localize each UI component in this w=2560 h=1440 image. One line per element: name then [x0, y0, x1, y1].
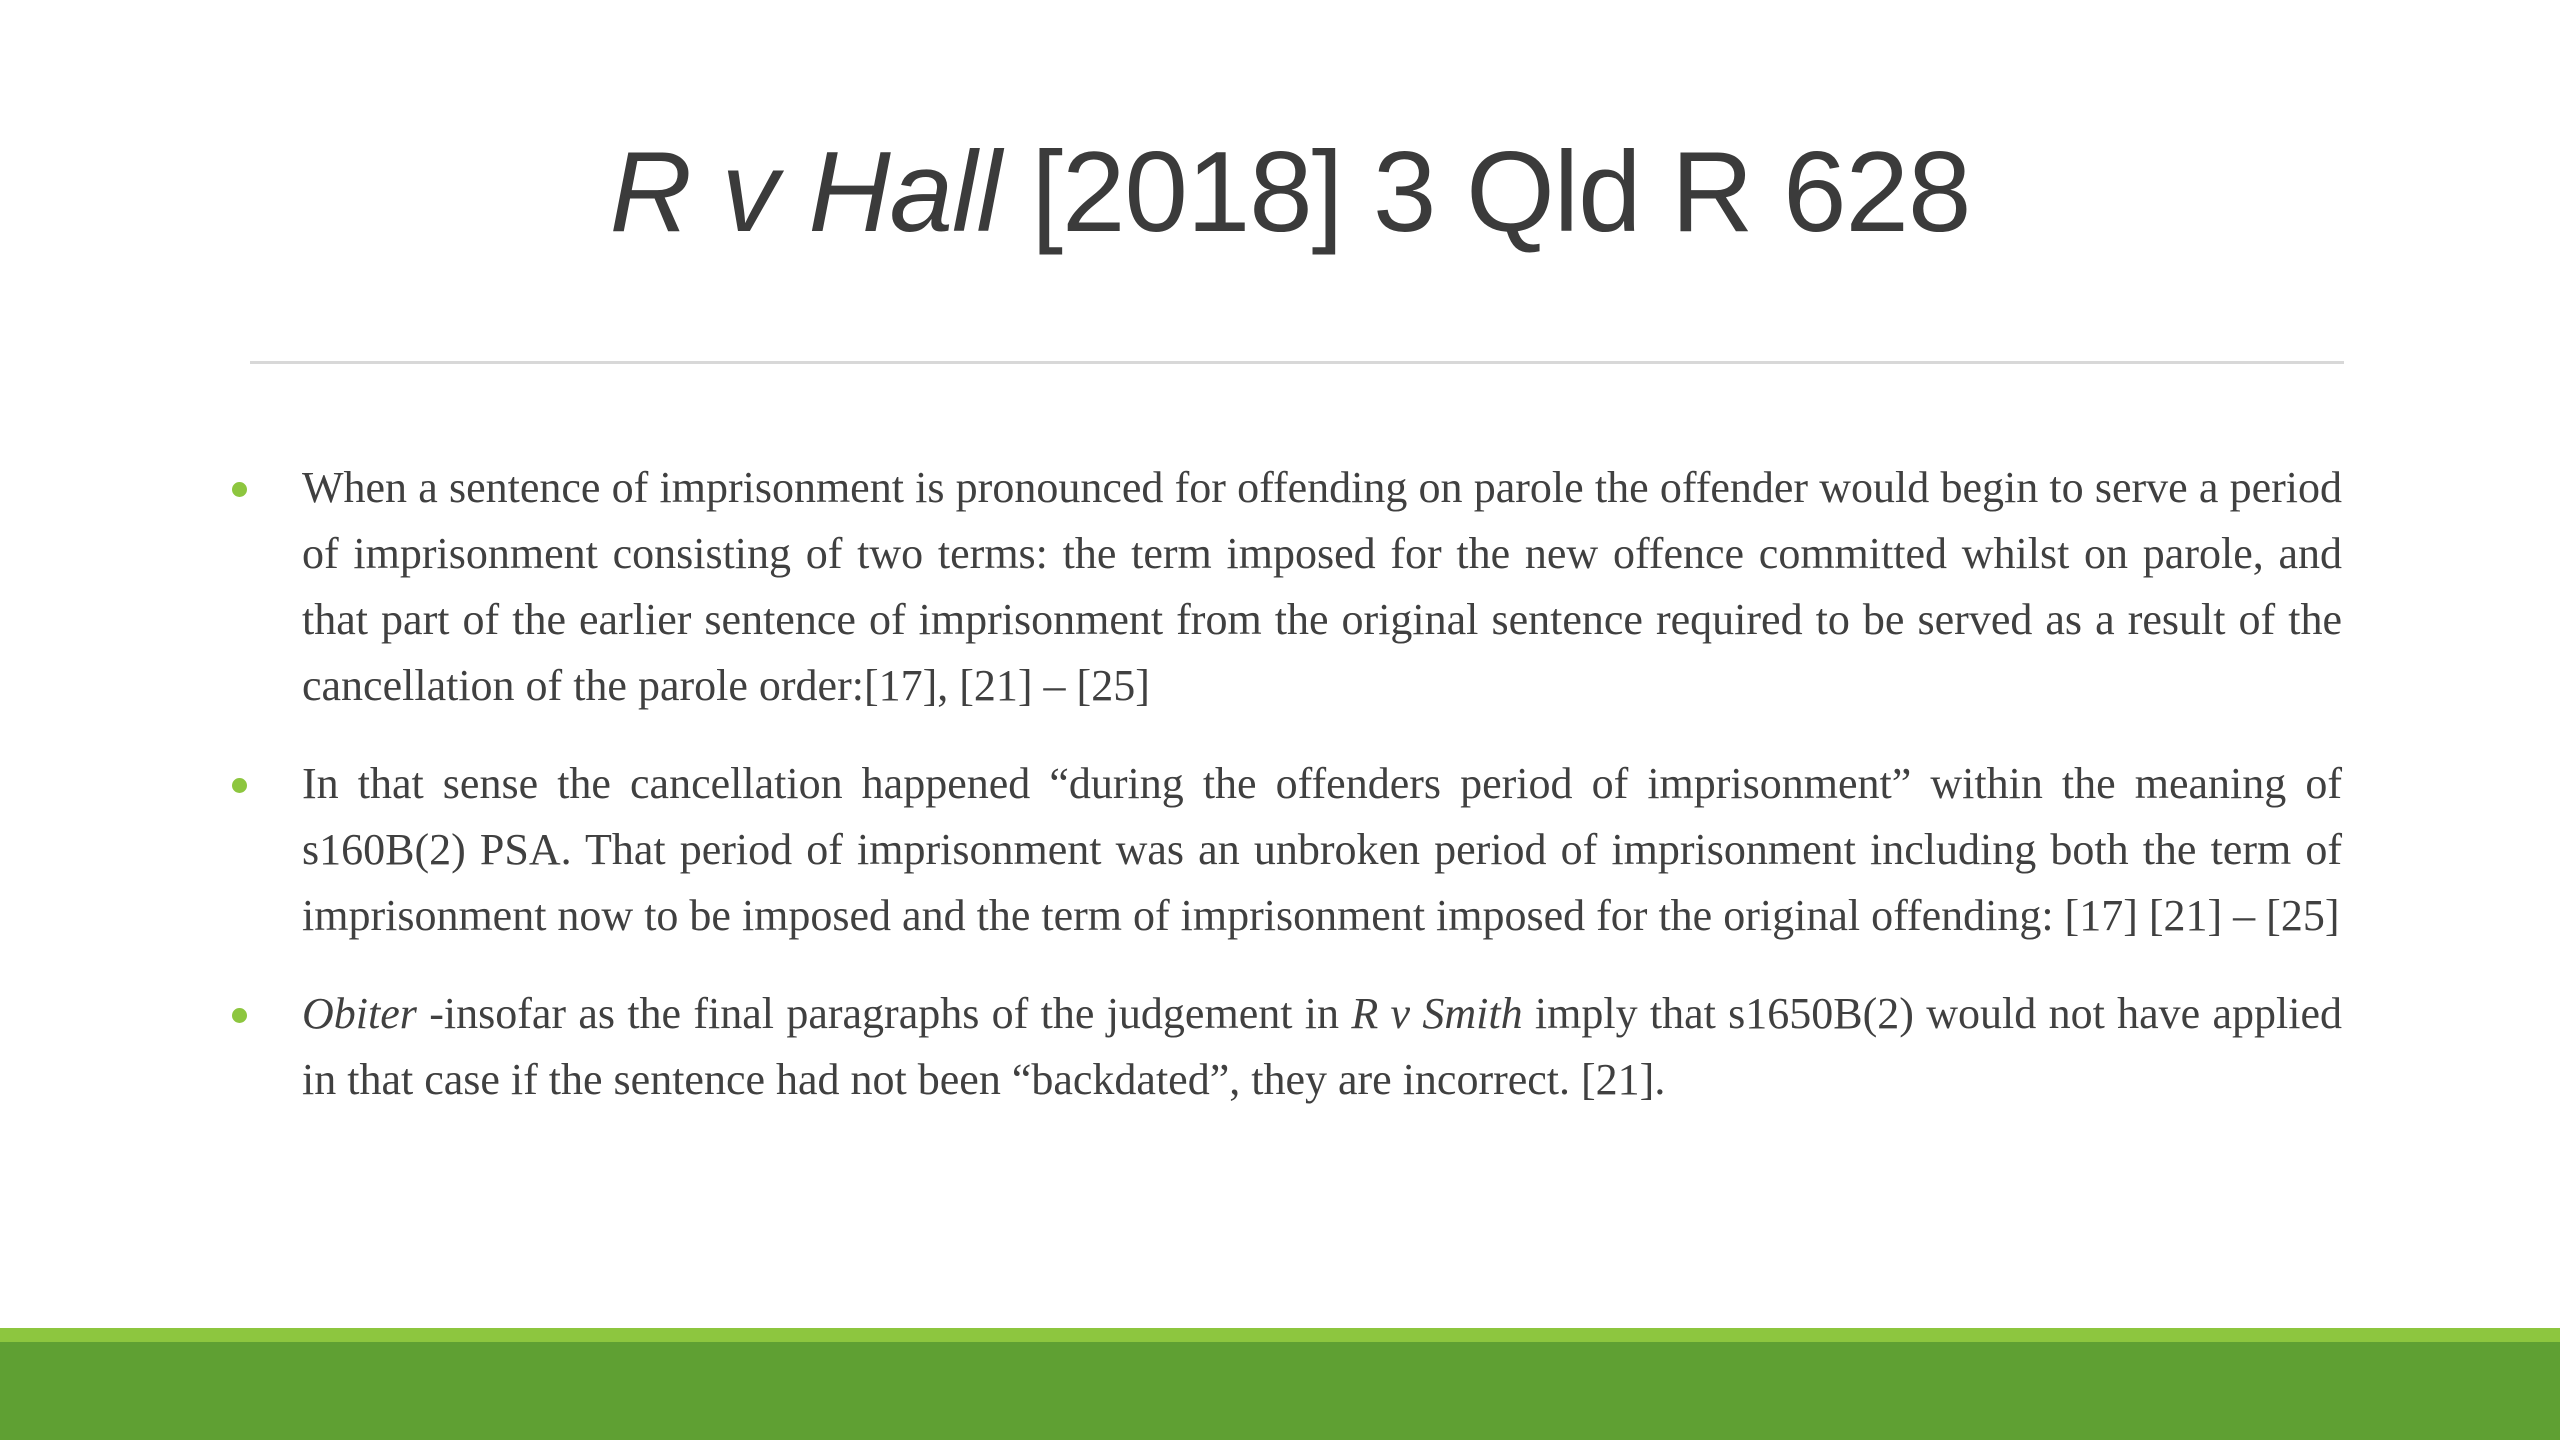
bullet-text-1: When a sentence of imprisonment is pronounced for offending on parole the offender would begin to serve a period of imprisonment consisting of two terms: the term imposed for the new offence committed whilst on parole, and that part of the earlier sentence of imprisonment from the original sentence required to be served as a result of the cancellation of the parole order:[17], [21] – [25] — [302, 463, 2342, 710]
bullet-item-2 — [302, 751, 2342, 949]
bullet-dot-icon — [232, 482, 247, 497]
bullet-text-3-obiter: Obiter — [302, 989, 417, 1038]
bullet-text-2: In that sense the cancellation happened “during the offenders period of imprisonment” within the meaning of s160B(2) PSA. That period of imprisonment was an unbroken period of imprisonment including both the term of imprisonment now to be imposed and the term of imprisonment imposed for the original offending: [17] [21] – [25] — [302, 759, 2342, 940]
bullet-text-3-a: -insofar as the final paragraphs of the judgement in — [416, 989, 1352, 1038]
footer-accent-bar-light — [0, 1328, 2560, 1342]
bullet-list — [302, 455, 2342, 1145]
bullet-dot-icon — [232, 778, 247, 793]
bullet-text-3-case: R v Smith — [1351, 989, 1523, 1038]
slide-title — [0, 130, 2560, 255]
bullet-item-3 — [302, 981, 2342, 1113]
title-citation: [2018] 3 Qld R 628 — [1000, 129, 1971, 256]
bullet-item-1 — [302, 455, 2342, 719]
bullet-dot-icon — [232, 1008, 247, 1023]
title-divider — [250, 361, 2344, 364]
bullet-text-3-b: imply that s1650B(2) would not have applied in that case if the sentence had not been “backdated”, they are incorrect. [21]. — [302, 989, 2343, 1104]
footer-accent-bar-dark — [0, 1342, 2560, 1440]
title-case-name: R v Hall — [609, 129, 1001, 256]
